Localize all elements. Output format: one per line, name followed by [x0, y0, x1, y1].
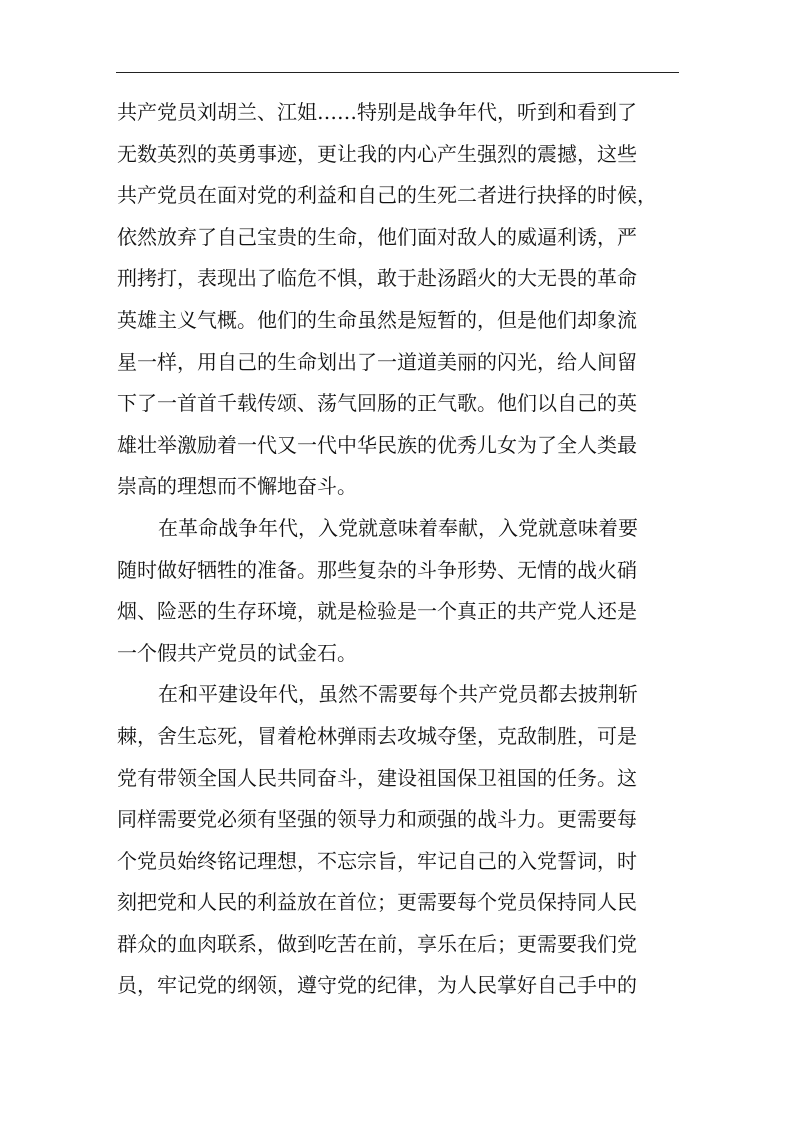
- body-text: [117, 92, 677, 1007]
- text-line: 星一样，用自己的生命划出了一道道美丽的闪光，给人间留: [117, 349, 637, 374]
- text-line: 下了一首首千载传颂、荡气回肠的正气歌。他们以自己的英: [117, 391, 637, 416]
- text-line: 刑拷打，表现出了临危不惧，敢于赴汤蹈火的大无畏的革命: [117, 266, 637, 291]
- text-line: 雄壮举激励着一代又一代中华民族的优秀儿女为了全人类最: [117, 432, 637, 457]
- text-line: 无数英烈的英勇事迹，更让我的内心产生强烈的震撼，这些: [117, 141, 637, 166]
- paragraph-start-line: 在革命战争年代，入党就意味着奉献，入党就意味着要: [158, 515, 638, 540]
- text-line: 群众的血肉联系，做到吃苦在前，享乐在后；更需要我们党: [117, 931, 637, 956]
- text-line: 同样需要党必须有坚强的领导力和顽强的战斗力。更需要每: [117, 807, 637, 832]
- text-line: 共产党员在面对党的利益和自己的生死二者进行抉择的时候，: [117, 183, 657, 208]
- text-line: 随时做好牺牲的准备。那些复杂的斗争形势、无情的战火硝: [117, 557, 637, 582]
- text-line: 个党员始终铭记理想，不忘宗旨，牢记自己的入党誓词，时: [117, 848, 637, 873]
- text-line: 员，牢记党的纲领，遵守党的纪律，为人民掌好自己手中的: [117, 973, 637, 998]
- text-line: 共产党员刘胡兰、江姐……特别是战争年代，听到和看到了: [117, 100, 637, 124]
- text-line: 刻把党和人民的利益放在首位；更需要每个党员保持同人民: [117, 890, 637, 915]
- text-line: 英雄主义气概。他们的生命虽然是短暂的，但是他们却象流: [117, 307, 637, 332]
- text-line: 棘，舍生忘死，冒着枪林弹雨去攻城夺堡，克敌制胜，可是: [117, 723, 637, 748]
- paragraph-start-line: 在和平建设年代，虽然不需要每个共产党员都去披荆斩: [158, 682, 638, 707]
- text-line: 党有带领全国人民共同奋斗，建设祖国保卫祖国的任务。这: [117, 765, 637, 790]
- text-line: 崇高的理想而不懈地奋斗。: [117, 474, 357, 499]
- text-line: 一个假共产党员的试金石。: [117, 640, 357, 665]
- header-rule: [116, 72, 679, 73]
- text-line: 依然放弃了自己宝贵的生命，他们面对敌人的威逼利诱，严: [117, 224, 637, 249]
- text-line: 烟、险恶的生存环境，就是检验是一个真正的共产党人还是: [117, 599, 637, 624]
